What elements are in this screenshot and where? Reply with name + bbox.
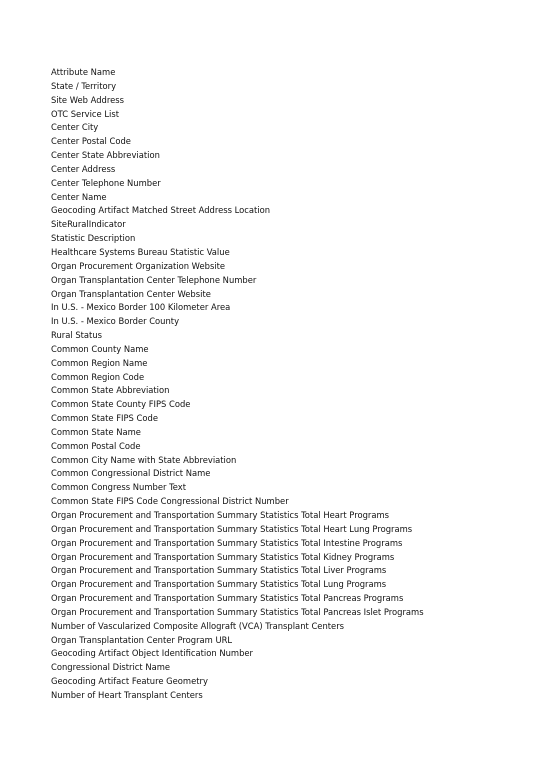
list-item: Organ Procurement and Transportation Summary Statistics Total Intestine Programs [51,537,403,548]
list-item: Common Congress Number Text [51,482,187,493]
list-item: Congressional District Name [51,662,171,673]
list-item: Organ Transplantation Center Program URL [51,634,233,645]
list-item: Organ Transplantation Center Website [51,288,211,299]
list-item: Organ Procurement and Transportation Summary Statistics Total Pancreas Programs [51,593,404,604]
list-item: SiteRuralIndicator [51,219,126,230]
list-item: Organ Procurement and Transportation Summary Statistics Total Heart Lung Programs [51,523,413,534]
list-item: Common City Name with State Abbreviation [51,454,237,465]
list-item: Center Postal Code [51,136,131,147]
list-item: Geocoding Artifact Feature Geometry [51,676,208,687]
list-item: Number of Heart Transplant Centers [51,689,203,700]
list-item: Common Region Code [51,371,145,382]
list-item: Organ Transplantation Center Telephone Number [51,274,257,285]
list-item: Center Address [51,163,116,174]
list-item: Statistic Description [51,233,136,244]
list-item: Common Postal Code [51,440,141,451]
list-item: Geocoding Artifact Object Identification Number [51,648,253,659]
list-item: Rural Status [51,330,103,341]
list-item: Organ Procurement and Transportation Summary Statistics Total Heart Programs [51,510,390,520]
list-item: Geocoding Artifact Matched Street Address Location [51,205,271,216]
list-item: Organ Procurement and Transportation Summary Statistics Total Lung Programs [51,579,387,590]
list-item: Common State Abbreviation [51,385,170,396]
list-item: Organ Procurement and Transportation Summary Statistics Total Kidney Programs [51,551,395,562]
list-item: Common State County FIPS Code [51,399,191,410]
list-item: Organ Procurement and Transportation Summary Statistics Total Liver Programs [51,565,387,576]
list-item: Center Name [51,191,107,202]
list-item: Common State Name [51,426,141,437]
list-item: Organ Procurement Organization Website [51,260,226,271]
list-item: Center Telephone Number [51,177,161,188]
list-item: Number of Vascularized Composite Allograft (VCA) Transplant Centers [51,620,344,631]
list-item: Common Congressional District Name [51,468,211,479]
list-item: Organ Procurement and Transportation Summary Statistics Total Pancreas Islet Programs [51,606,424,617]
list-item: Center City [51,122,99,133]
list-item: Common State FIPS Code [51,413,158,424]
list-item: OTC Service List [51,108,119,119]
attribute-name-list [51,66,424,703]
list-item: In U.S. - Mexico Border 100 Kilometer Area [51,302,231,313]
list-item: Healthcare Systems Bureau Statistic Value [51,246,230,257]
list-item: Common County Name [51,343,149,354]
list-item: Center State Abbreviation [51,150,160,161]
column-header: Attribute Name [51,67,116,77]
list-item: Site Web Address [51,94,125,105]
list-item: Common Region Name [51,357,148,368]
list-item: Common State FIPS Code Congressional District Number [51,496,289,507]
list-item: In U.S. - Mexico Border County [51,316,180,327]
list-item: State / Territory [51,80,117,91]
